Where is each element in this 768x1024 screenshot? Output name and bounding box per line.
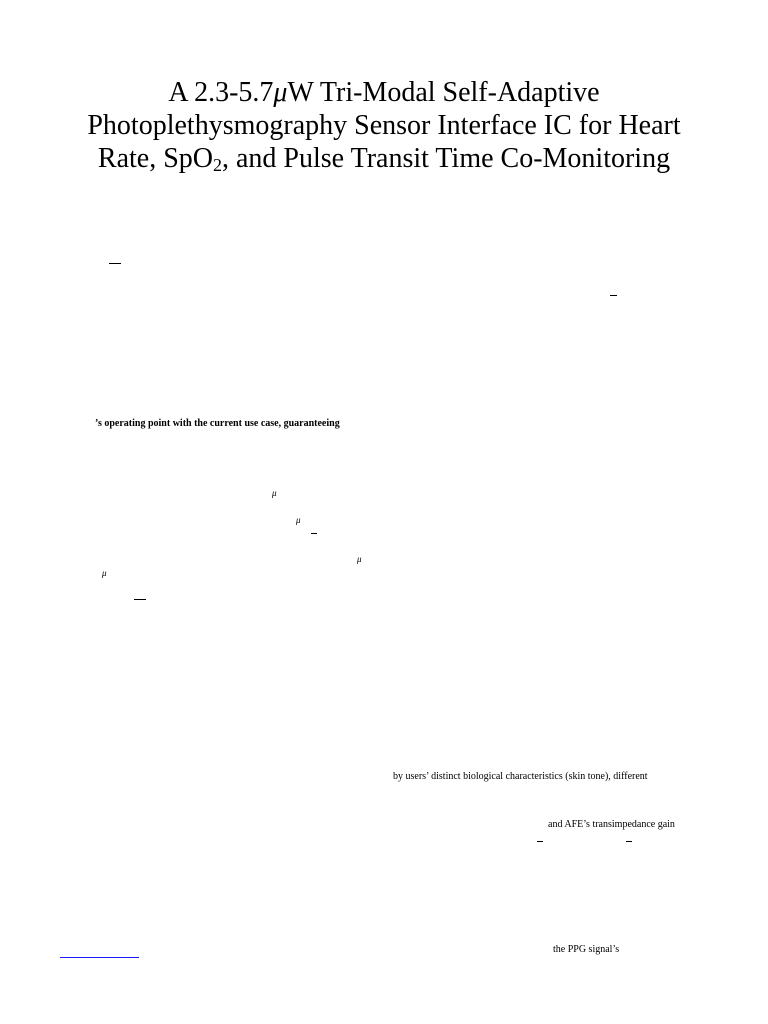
dash-mark: [109, 263, 121, 264]
ppg-signal-text: the PPG signal’s: [553, 944, 620, 955]
dash-mark: [537, 841, 543, 842]
biological-characteristics-text: by users’ distinct biological characteristics (skin tone), different: [393, 771, 648, 782]
mu-symbol: μ: [102, 568, 107, 578]
operating-point-text: ’s operating point with the current use case, guaranteeing: [95, 418, 340, 429]
afe-gain-text: and AFE’s transimpedance gain: [548, 819, 675, 830]
hyperlink-underline[interactable]: [60, 957, 139, 958]
title-text: , and Pulse Transit Time Co-Monitoring: [222, 143, 671, 174]
dash-mark: [626, 841, 632, 842]
dash-mark: [610, 295, 617, 296]
mu-symbol: μ: [296, 515, 301, 525]
subscript: 2: [213, 155, 222, 175]
dash-mark: [311, 533, 317, 534]
title-text: A 2.3-5.7: [168, 77, 274, 108]
title-text: W Tri-Modal Self-Adaptive: [287, 77, 600, 108]
paper-title: [40, 76, 728, 175]
dash-mark: [134, 599, 146, 600]
title-text: Rate, SpO: [97, 143, 213, 174]
mu-symbol: μ: [357, 554, 362, 564]
title-line-3: [40, 142, 728, 175]
mu-symbol: μ: [273, 77, 288, 108]
title-line-1: [40, 76, 728, 109]
mu-symbol: μ: [272, 488, 277, 498]
title-line-2: Photoplethysmography Sensor Interface IC for Heart: [87, 110, 681, 141]
